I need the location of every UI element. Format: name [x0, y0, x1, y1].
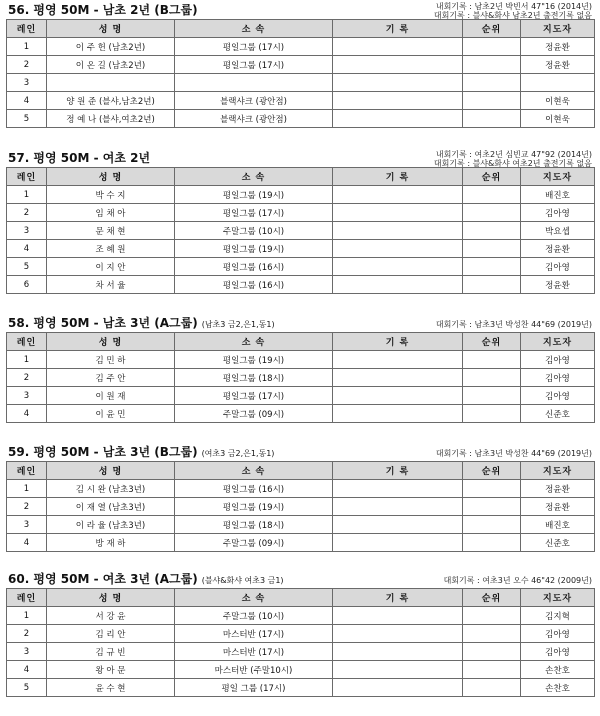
- cell-rank: [463, 258, 521, 276]
- cell-record: [333, 110, 463, 128]
- column-header-lane: 레인: [7, 20, 47, 38]
- table-row: [7, 498, 595, 516]
- cell-name: 문 채 현: [47, 222, 175, 240]
- cell-team: 평일그룹 (17시): [175, 204, 333, 222]
- cell-name: 방 재 하: [47, 534, 175, 552]
- cell-name: 이 지 안: [47, 258, 175, 276]
- cell-lane: 5: [7, 679, 47, 697]
- cell-rank: [463, 110, 521, 128]
- cell-name: 김 리 안: [47, 625, 175, 643]
- cell-coach: 정윤환: [521, 56, 595, 74]
- cell-name: 이 주 헌 (남초2년): [47, 38, 175, 56]
- cell-lane: 1: [7, 351, 47, 369]
- column-header-record: 기 록: [333, 589, 463, 607]
- cell-coach: 이현욱: [521, 110, 595, 128]
- cell-team: 평일그룹 (16시): [175, 480, 333, 498]
- cell-record: [333, 516, 463, 534]
- column-header-lane: 레인: [7, 333, 47, 351]
- cell-team: 마스터반 (17시): [175, 625, 333, 643]
- cell-name: 김 규 빈: [47, 643, 175, 661]
- column-header-rank: 순위: [463, 20, 521, 38]
- cell-lane: 1: [7, 186, 47, 204]
- heat-table: [6, 332, 595, 423]
- heat-table: [6, 167, 595, 294]
- cell-rank: [463, 92, 521, 110]
- event-59: [6, 443, 594, 552]
- cell-lane: 2: [7, 204, 47, 222]
- cell-team: 평일그룹 (17시): [175, 38, 333, 56]
- cell-name: 차 서 율: [47, 276, 175, 294]
- cell-lane: 5: [7, 258, 47, 276]
- column-header-record: 기 록: [333, 168, 463, 186]
- cell-lane: 4: [7, 92, 47, 110]
- cell-record: [333, 74, 463, 92]
- column-header-record: 기 록: [333, 20, 463, 38]
- cell-record: [333, 240, 463, 258]
- cell-coach: 박요셉: [521, 222, 595, 240]
- event-title-text: 58. 평영 50M - 남초 3년 (A그룹): [8, 316, 198, 330]
- cell-rank: [463, 534, 521, 552]
- table-row: [7, 258, 595, 276]
- event-header: [6, 570, 594, 588]
- cell-rank: [463, 387, 521, 405]
- event-title: [8, 314, 275, 331]
- cell-lane: 2: [7, 369, 47, 387]
- cell-coach: [521, 74, 595, 92]
- cell-record: [333, 186, 463, 204]
- cell-team: 주말그룹 (09시): [175, 405, 333, 423]
- cell-name: 이 라 율 (남초3년): [47, 516, 175, 534]
- table-row: [7, 351, 595, 369]
- column-header-team: 소 속: [175, 589, 333, 607]
- cell-coach: 김아영: [521, 351, 595, 369]
- cell-rank: [463, 56, 521, 74]
- cell-record: [333, 204, 463, 222]
- cell-coach: 김아영: [521, 643, 595, 661]
- event-58: [6, 314, 594, 423]
- column-header-name: 성 명: [47, 20, 175, 38]
- cell-lane: 5: [7, 110, 47, 128]
- cell-coach: 정윤환: [521, 240, 595, 258]
- cell-team: 평일그룹 (19시): [175, 498, 333, 516]
- table-row: [7, 204, 595, 222]
- cell-rank: [463, 625, 521, 643]
- cell-coach: 이현욱: [521, 92, 595, 110]
- column-header-team: 소 속: [175, 20, 333, 38]
- cell-lane: 4: [7, 405, 47, 423]
- record-line: 대회기록 : 여초3년 오수 46"42 (2009년): [443, 576, 592, 585]
- cell-rank: [463, 661, 521, 679]
- cell-team: 평일 그룹 (17시): [175, 679, 333, 697]
- cell-coach: 김아영: [521, 369, 595, 387]
- cell-name: 정 예 나 (블샤,여초2년): [47, 110, 175, 128]
- record-line: 내회기록 : 남초2년 박빈서 47"16 (2014년): [435, 2, 592, 11]
- cell-team: 마스터반 (17시): [175, 643, 333, 661]
- cell-team: 평일그룹 (18시): [175, 369, 333, 387]
- cell-rank: [463, 186, 521, 204]
- cell-rank: [463, 74, 521, 92]
- event-note: (블샤&화샤 여초3 금1): [201, 576, 284, 585]
- cell-lane: 4: [7, 534, 47, 552]
- table-row: [7, 240, 595, 258]
- column-header-rank: 순위: [463, 589, 521, 607]
- table-row: [7, 387, 595, 405]
- cell-record: [333, 56, 463, 74]
- event-57: [6, 149, 594, 294]
- table-row: [7, 661, 595, 679]
- event-title-text: 60. 평영 50M - 여초 3년 (A그룹): [8, 572, 198, 586]
- cell-name: 이 윤 민: [47, 405, 175, 423]
- table-row: [7, 38, 595, 56]
- cell-rank: [463, 480, 521, 498]
- header-row: [7, 168, 595, 186]
- event-title: [8, 443, 274, 460]
- cell-lane: 3: [7, 74, 47, 92]
- cell-rank: [463, 405, 521, 423]
- cell-lane: 4: [7, 240, 47, 258]
- table-row: [7, 607, 595, 625]
- cell-team: 평일그룹 (19시): [175, 240, 333, 258]
- table-row: [7, 405, 595, 423]
- cell-team: [175, 74, 333, 92]
- cell-lane: 1: [7, 607, 47, 625]
- cell-rank: [463, 369, 521, 387]
- cell-coach: 김아영: [521, 387, 595, 405]
- column-header-name: 성 명: [47, 462, 175, 480]
- cell-record: [333, 222, 463, 240]
- event-60: [6, 570, 594, 697]
- cell-coach: 정윤환: [521, 498, 595, 516]
- cell-coach: 정윤환: [521, 480, 595, 498]
- column-header-lane: 레인: [7, 462, 47, 480]
- cell-record: [333, 258, 463, 276]
- record-line: 대회기록 : 블샤&화샤 남초2년 출전기록 없음: [433, 11, 592, 20]
- event-note: (남초3 금2,은1,동1): [201, 320, 275, 329]
- cell-team: 마스터반 (주말10시): [175, 661, 333, 679]
- cell-coach: 김지혁: [521, 607, 595, 625]
- header-row: [7, 20, 595, 38]
- column-header-lane: 레인: [7, 168, 47, 186]
- cell-team: 평일그룹 (19시): [175, 186, 333, 204]
- table-row: [7, 643, 595, 661]
- cell-lane: 2: [7, 498, 47, 516]
- cell-rank: [463, 607, 521, 625]
- header-row: [7, 462, 595, 480]
- cell-name: 이 재 열 (남초3년): [47, 498, 175, 516]
- column-header-name: 성 명: [47, 589, 175, 607]
- cell-coach: 배진호: [521, 186, 595, 204]
- column-header-coach: 지도자: [521, 168, 595, 186]
- cell-record: [333, 38, 463, 56]
- cell-name: 임 채 아: [47, 204, 175, 222]
- cell-coach: 손찬호: [521, 661, 595, 679]
- table-row: [7, 625, 595, 643]
- cell-lane: 3: [7, 643, 47, 661]
- cell-rank: [463, 516, 521, 534]
- cell-coach: 손찬호: [521, 679, 595, 697]
- table-row: [7, 92, 595, 110]
- event-header: [6, 314, 594, 332]
- cell-team: 평일그룹 (19시): [175, 351, 333, 369]
- cell-name: 양 원 준 (블샤,남초2년): [47, 92, 175, 110]
- event-title: [8, 149, 150, 166]
- cell-record: [333, 351, 463, 369]
- table-row: [7, 516, 595, 534]
- table-row: [7, 222, 595, 240]
- event-note: (여초3 금2,은1,동1): [201, 449, 275, 458]
- column-header-team: 소 속: [175, 462, 333, 480]
- table-row: [7, 56, 595, 74]
- header-row: [7, 589, 595, 607]
- event-header: [6, 149, 594, 167]
- column-header-rank: 순위: [463, 333, 521, 351]
- cell-rank: [463, 204, 521, 222]
- cell-coach: 정윤환: [521, 38, 595, 56]
- column-header-team: 소 속: [175, 333, 333, 351]
- cell-team: 주말그룹 (09시): [175, 534, 333, 552]
- column-header-record: 기 록: [333, 462, 463, 480]
- heat-table: [6, 19, 595, 128]
- column-header-name: 성 명: [47, 333, 175, 351]
- event-title: [8, 1, 198, 18]
- cell-record: [333, 607, 463, 625]
- table-row: [7, 186, 595, 204]
- cell-record: [333, 276, 463, 294]
- cell-lane: 2: [7, 56, 47, 74]
- heat-table: [6, 461, 595, 552]
- event-title-text: 56. 평영 50M - 남초 2년 (B그룹): [8, 3, 198, 17]
- cell-name: 박 수 지: [47, 186, 175, 204]
- cell-name: 김 민 하: [47, 351, 175, 369]
- column-header-coach: 지도자: [521, 462, 595, 480]
- cell-team: 평일그룹 (17시): [175, 387, 333, 405]
- event-header: [6, 1, 594, 19]
- event-header: [6, 443, 594, 461]
- cell-record: [333, 643, 463, 661]
- cell-lane: 4: [7, 661, 47, 679]
- column-header-name: 성 명: [47, 168, 175, 186]
- cell-record: [333, 498, 463, 516]
- cell-rank: [463, 679, 521, 697]
- table-row: [7, 110, 595, 128]
- cell-lane: 3: [7, 516, 47, 534]
- table-row: [7, 679, 595, 697]
- cell-rank: [463, 222, 521, 240]
- table-row: [7, 74, 595, 92]
- column-header-coach: 지도자: [521, 20, 595, 38]
- cell-record: [333, 480, 463, 498]
- record-line: 대회기록 : 블샤&화샤 여초2년 출전기록 없음: [433, 159, 592, 168]
- cell-team: 블랙샤크 (광안점): [175, 92, 333, 110]
- cell-coach: 김아영: [521, 258, 595, 276]
- table-row: [7, 276, 595, 294]
- cell-lane: 3: [7, 387, 47, 405]
- cell-record: [333, 405, 463, 423]
- cell-name: 서 강 윤: [47, 607, 175, 625]
- cell-lane: 6: [7, 276, 47, 294]
- column-header-coach: 지도자: [521, 589, 595, 607]
- cell-record: [333, 387, 463, 405]
- event-title: [8, 570, 284, 587]
- cell-record: [333, 534, 463, 552]
- cell-lane: 2: [7, 625, 47, 643]
- cell-team: 주말그룹 (10시): [175, 607, 333, 625]
- table-row: [7, 480, 595, 498]
- heat-table: [6, 588, 595, 697]
- cell-coach: 김아영: [521, 625, 595, 643]
- cell-name: [47, 74, 175, 92]
- cell-name: 이 온 길 (남초2년): [47, 56, 175, 74]
- cell-coach: 김아영: [521, 204, 595, 222]
- column-header-team: 소 속: [175, 168, 333, 186]
- column-header-rank: 순위: [463, 168, 521, 186]
- cell-team: 평일그룹 (17시): [175, 56, 333, 74]
- cell-rank: [463, 351, 521, 369]
- cell-coach: 정윤환: [521, 276, 595, 294]
- cell-coach: 신준호: [521, 405, 595, 423]
- event-title-text: 57. 평영 50M - 여초 2년: [8, 151, 151, 165]
- cell-team: 평일그룹 (18시): [175, 516, 333, 534]
- cell-rank: [463, 240, 521, 258]
- record-line: 대회기록 : 남초3년 박성찬 44"69 (2019년): [435, 449, 592, 458]
- cell-record: [333, 679, 463, 697]
- cell-lane: 1: [7, 38, 47, 56]
- cell-rank: [463, 498, 521, 516]
- cell-lane: 1: [7, 480, 47, 498]
- cell-name: 조 혜 원: [47, 240, 175, 258]
- table-row: [7, 369, 595, 387]
- event-title-text: 59. 평영 50M - 남초 3년 (B그룹): [8, 445, 198, 459]
- cell-rank: [463, 276, 521, 294]
- cell-coach: 배진호: [521, 516, 595, 534]
- cell-record: [333, 369, 463, 387]
- cell-rank: [463, 643, 521, 661]
- cell-name: 왕 아 문: [47, 661, 175, 679]
- record-line: 대회기록 : 남초3년 박성찬 44"69 (2019년): [435, 320, 592, 329]
- column-header-lane: 레인: [7, 589, 47, 607]
- column-header-record: 기 록: [333, 333, 463, 351]
- event-56: [6, 1, 594, 128]
- cell-name: 윤 수 현: [47, 679, 175, 697]
- cell-team: 평일그룹 (16시): [175, 276, 333, 294]
- cell-name: 김 주 안: [47, 369, 175, 387]
- column-header-rank: 순위: [463, 462, 521, 480]
- cell-lane: 3: [7, 222, 47, 240]
- cell-name: 김 시 완 (남초3년): [47, 480, 175, 498]
- cell-record: [333, 625, 463, 643]
- cell-record: [333, 661, 463, 679]
- header-row: [7, 333, 595, 351]
- cell-coach: 신준호: [521, 534, 595, 552]
- table-row: [7, 534, 595, 552]
- cell-record: [333, 92, 463, 110]
- record-line: 내회기록 : 여초2년 심빈교 47"92 (2014년): [435, 150, 592, 159]
- cell-rank: [463, 38, 521, 56]
- cell-team: 주말그룹 (10시): [175, 222, 333, 240]
- cell-team: 평일그룹 (16시): [175, 258, 333, 276]
- column-header-coach: 지도자: [521, 333, 595, 351]
- cell-name: 이 원 재: [47, 387, 175, 405]
- cell-team: 블랙샤크 (광안점): [175, 110, 333, 128]
